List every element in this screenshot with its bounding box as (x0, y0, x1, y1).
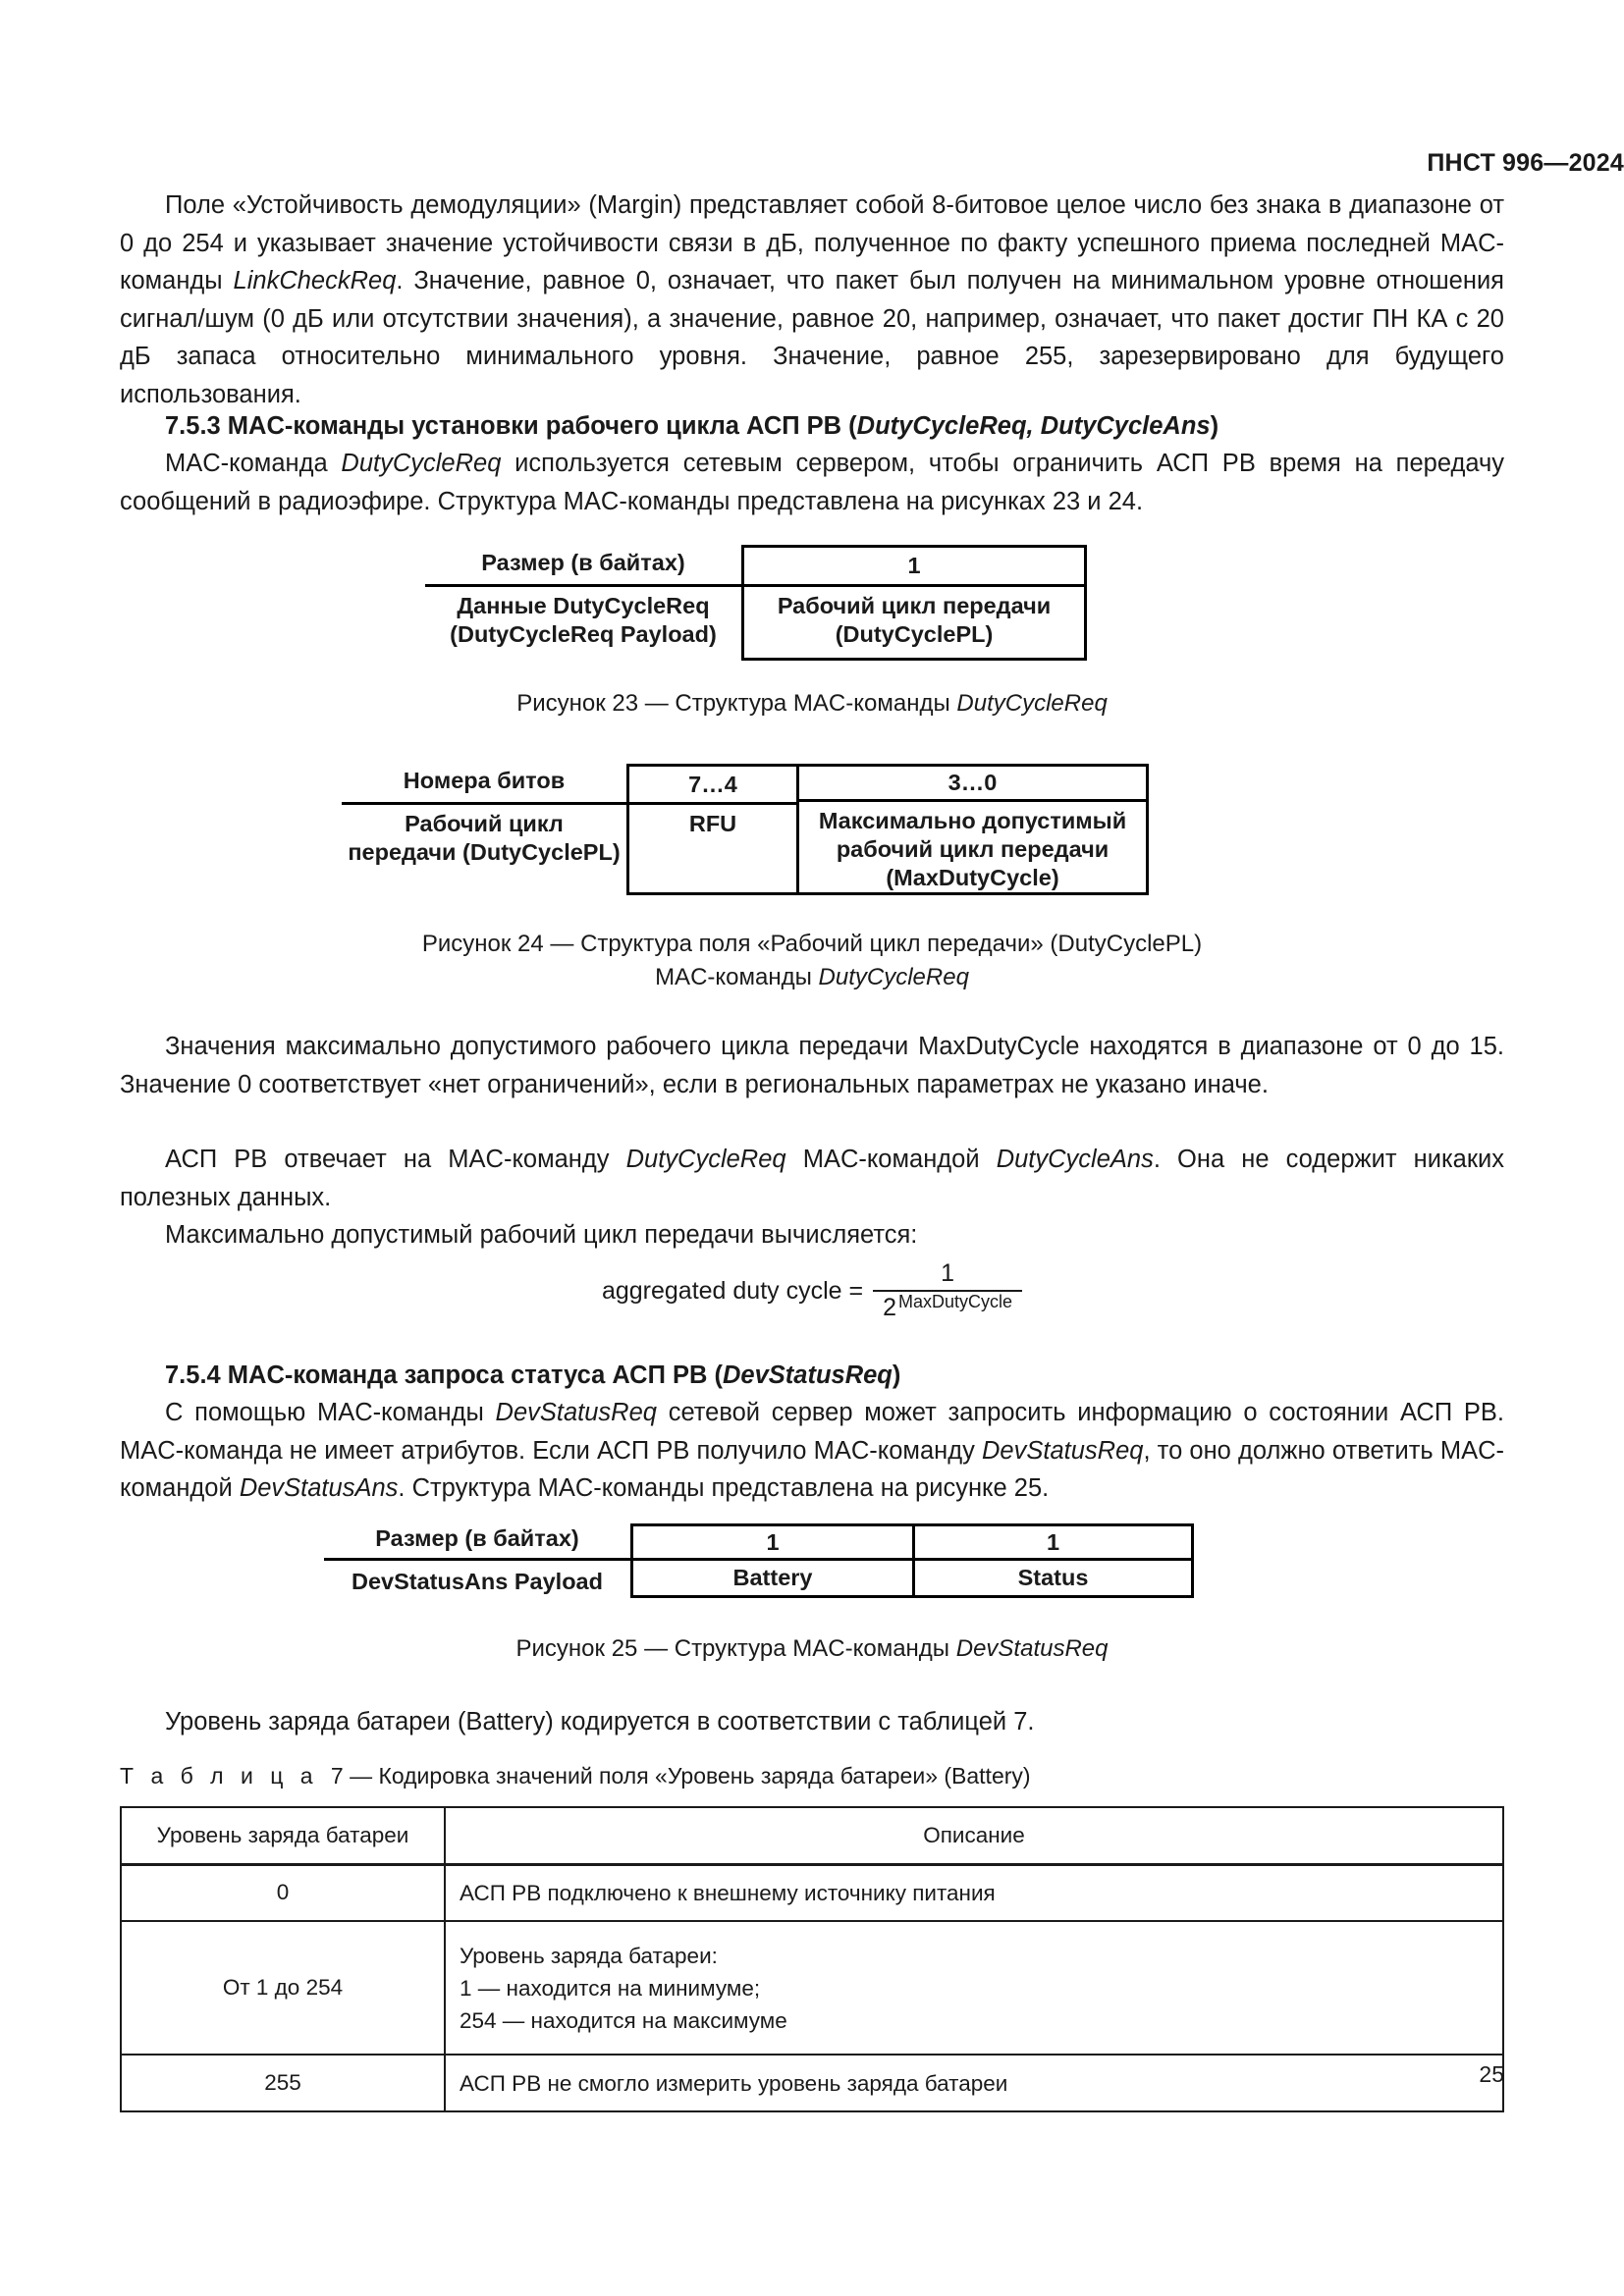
p1-italic-linkcheckreq: LinkCheckReq (233, 267, 397, 294)
paragraph-dutycyclereq-intro (120, 445, 1504, 520)
p4-italic-dutycycleans: DutyCycleAns (996, 1146, 1154, 1173)
table-7-battery-encoding (120, 1806, 1504, 2112)
figure-24-col2-line3: (MaxDutyCycle) (886, 865, 1059, 890)
figure-23-caption (120, 687, 1504, 721)
table-cell-level: 255 (121, 2055, 445, 2111)
figure-24-caption-line2-italic: DutyCycleReq (818, 964, 969, 990)
table-cell-description-line: 1 — находится на минимуме; (460, 1975, 761, 2001)
figure-25-left-header: Размер (в байтах) (324, 1523, 630, 1561)
section-heading-7-5-4 (120, 1357, 1504, 1395)
figure-25-left-labels (324, 1523, 630, 1598)
table-row (121, 1864, 1503, 1921)
paragraph-text: Уровень заряда батареи (Battery) кодируется в соответствии с таблицей 7. (165, 1708, 1035, 1735)
formula-numerator: 1 (941, 1259, 955, 1287)
table-cell-description-line: АСП РВ не смогло измерить уровень заряда батареи (460, 2070, 1008, 2096)
figure-23-col1-size: 1 (744, 548, 1084, 587)
figure-24-col2-line1: Максимально допустимый (818, 808, 1127, 833)
heading-753-number-title: 7.5.3 MAC-команды установки рабочего цикла АСП РВ ( (165, 412, 857, 440)
figure-24-caption-line2 (120, 961, 1504, 994)
figure-23-col1-line1: Рабочий цикл передачи (777, 593, 1052, 618)
paragraph-text: Максимально допустимый рабочий цикл передачи вычисляется: (165, 1221, 918, 1249)
figure-24-caption (120, 928, 1504, 994)
figure-24-col1-value: RFU (688, 811, 737, 836)
figure-24-col1-bits: 7…4 (629, 767, 796, 805)
document-header-standard-id: ПНСТ 996—2024 (1427, 149, 1624, 177)
p2-italic-dutycyclereq: DutyCycleReq (341, 450, 502, 477)
paragraph-text: Значения максимально допустимого рабочего цикла передачи MaxDutyCycle находятся в диапазоне от 0 до 15. Значение 0 соответствует «нет ограничений», если в региональных параметрах не указано иначе. (120, 1033, 1504, 1098)
p4-part-c: MAC-командой (785, 1146, 997, 1173)
section-heading-7-5-3 (120, 407, 1504, 446)
table-7-caption (120, 1760, 1031, 1791)
figure-25-caption-prefix: Рисунок 25 — Структура MAC-команды (515, 1635, 956, 1662)
heading-754-tail: ) (892, 1362, 901, 1389)
figure-24-col2-label (799, 802, 1146, 892)
p1-part-c: . Значение, равное 0, означает, что пакет был получен на минимальном уровне отношения сигнал/шум (0 дБ или отсутствии значения), а значение, равное 20, например, означает, что пакет достиг ПН КА с 20 дБ запаса относительно минимального уровня. Значение, равное 255, зарезервировано для будущего использования. (120, 267, 1504, 408)
table-cell-description-line: Уровень заряда батареи: (460, 1943, 718, 1968)
figure-23-left-body-line1: Данные DutyCycleReq (457, 593, 710, 618)
figure-23-column-dutycyclepl (744, 548, 1084, 658)
figure-24-field-box (626, 764, 1149, 895)
figure-23-caption-prefix: Рисунок 23 — Структура MAC-команды (516, 690, 957, 717)
p1-part-a: Поле «Устойчивость демодуляции» (Margin) представляет собой 8-битовое целое число без знака в диапазоне от 0 до 254 и указывает значение устойчивости связи в дБ, полученное по факту успешного приема последней MAC-команды (120, 191, 1504, 294)
figure-25-col1-value: Battery (732, 1565, 813, 1590)
formula-denominator-exponent: MaxDutyCycle (898, 1292, 1013, 1311)
p6-italic-devstatusans: DevStatusAns (239, 1474, 399, 1502)
paragraph-devstatusreq (120, 1394, 1504, 1508)
figure-23-left-body-line2: (DutyCycleReq Payload) (450, 621, 717, 647)
figure-24-left-body-line2: передачи (DutyCyclePL) (348, 839, 621, 865)
formula-fraction (873, 1259, 1022, 1322)
p6-part-a: С помощью MAC-команды (165, 1399, 496, 1426)
figure-24-col2-bits: 3…0 (799, 767, 1146, 802)
heading-754-number-title: 7.5.4 MAC-команда запроса статуса АСП РВ ( (165, 1362, 723, 1389)
paragraph-text (120, 1394, 1504, 1508)
figure-24-left-body (342, 805, 626, 878)
paragraph-text (120, 445, 1504, 520)
table-header-row (121, 1807, 1503, 1864)
table-row (121, 2055, 1503, 2111)
table-7-caption-label: Т а б л и ц а (120, 1763, 319, 1789)
figure-24-left-header: Номера битов (342, 764, 626, 805)
figure-25-caption (120, 1632, 1504, 1666)
p6-italic-devstatusreq-1: DevStatusReq (495, 1399, 657, 1426)
figure-23-caption-italic: DutyCycleReq (956, 690, 1108, 717)
table-cell-description (445, 1864, 1503, 1921)
table-cell-description (445, 1921, 1503, 2055)
p6-part-e: , то оно должно ответить MAC-командой (120, 1436, 1504, 1502)
formula-denominator-base: 2 (883, 1294, 897, 1321)
table-cell-description (445, 2055, 1503, 2111)
p6-part-g: . Структура MAC-команды представлена на рисунке 25. (398, 1474, 1050, 1502)
figure-25-field-box (630, 1523, 1194, 1598)
paragraph-text (120, 1141, 1504, 1216)
table-cell-level: От 1 до 254 (121, 1921, 445, 2055)
table-cell-description-line: АСП РВ подключено к внешнему источнику питания (460, 1880, 996, 1905)
p6-part-c: сетевой сервер может запросить информацию о состоянии АСП РВ. MAC-команда не имеет атрибутов. Если АСП РВ получило MAC-команду (120, 1399, 1504, 1465)
p4-part-e: . Она не содержит никаких полезных данных. (120, 1146, 1504, 1211)
figure-25-diagram (324, 1523, 1194, 1598)
heading-753-tail: ) (1210, 412, 1219, 440)
figure-23-field-box (741, 545, 1087, 661)
figure-23-left-labels (425, 545, 741, 661)
paragraph-text (120, 187, 1504, 413)
figure-24-diagram (342, 764, 1149, 895)
table-cell-description-line: 254 — находится на максимуме (460, 2007, 787, 2033)
figure-25-caption-italic: DevStatusReq (955, 1635, 1109, 1662)
figure-24-col2-line2: рабочий цикл передачи (836, 836, 1110, 862)
page-number: 25 (1479, 2061, 1504, 2087)
figure-24-column-rfu (629, 767, 796, 892)
figure-25-col1-size: 1 (633, 1526, 912, 1561)
table-7-caption-number: 7 (330, 1763, 344, 1789)
figure-25-left-body: DevStatusAns Payload (352, 1569, 603, 1594)
figure-23-left-body (425, 587, 741, 658)
figure-24-caption-line2-prefix: MAC-команды (655, 964, 819, 990)
table-cell-level: 0 (121, 1864, 445, 1921)
figure-25-col2-size: 1 (915, 1526, 1191, 1561)
figure-24-left-body-line1: Рабочий цикл (405, 811, 564, 836)
p2-part-a: MAC-команда (165, 450, 342, 477)
paragraph-margin-field (120, 187, 1504, 413)
figure-24-column-maxdutycycle (796, 767, 1146, 892)
heading-753-italic-commands: DutyCycleReq, DutyCycleAns (856, 412, 1211, 440)
table-7-caption-text: — Кодировка значений поля «Уровень заряда батареи» (Battery) (350, 1763, 1031, 1789)
formula-left-hand-side: aggregated duty cycle = (601, 1276, 864, 1305)
table-row (121, 1921, 1503, 2055)
heading-text (120, 1357, 1504, 1395)
formula-aggregated-duty-cycle (120, 1259, 1504, 1322)
table-header-level: Уровень заряда батареи (121, 1807, 445, 1864)
heading-754-italic-command: DevStatusReq (723, 1362, 893, 1389)
p2-part-c: используется сетевым сервером, чтобы ограничить АСП РВ время на передачу сообщений в радиоэфире. Структура MAC-команды представлена на рисунках 23 и 24. (120, 450, 1504, 515)
table-header-description: Описание (445, 1807, 1503, 1864)
figure-25-col2-value: Status (1017, 1565, 1089, 1590)
figure-23-col1-line2: (DutyCyclePL) (835, 621, 994, 647)
paragraph-maxdutycycle-range (120, 1028, 1504, 1103)
figure-23-col1-label (744, 587, 1084, 658)
figure-24-caption-line1: Рисунок 24 — Структура поля «Рабочий цикл передачи» (DutyCyclePL) (421, 931, 1203, 957)
figure-25-column-status (912, 1526, 1191, 1595)
figure-23-left-header: Размер (в байтах) (425, 545, 741, 587)
paragraph-battery-table-ref (120, 1703, 1504, 1741)
p4-part-a: АСП РВ отвечает на MAC-команду (165, 1146, 626, 1173)
figure-23-diagram (425, 545, 1087, 661)
p4-italic-dutycyclereq: DutyCycleReq (625, 1146, 786, 1173)
figure-25-column-battery (633, 1526, 912, 1595)
formula-denominator (873, 1292, 1022, 1322)
paragraph-dutycycleans (120, 1141, 1504, 1216)
p6-italic-devstatusreq-2: DevStatusReq (982, 1436, 1144, 1465)
figure-24-left-labels (342, 764, 626, 895)
heading-text (120, 407, 1504, 446)
paragraph-formula-intro (120, 1216, 1504, 1255)
